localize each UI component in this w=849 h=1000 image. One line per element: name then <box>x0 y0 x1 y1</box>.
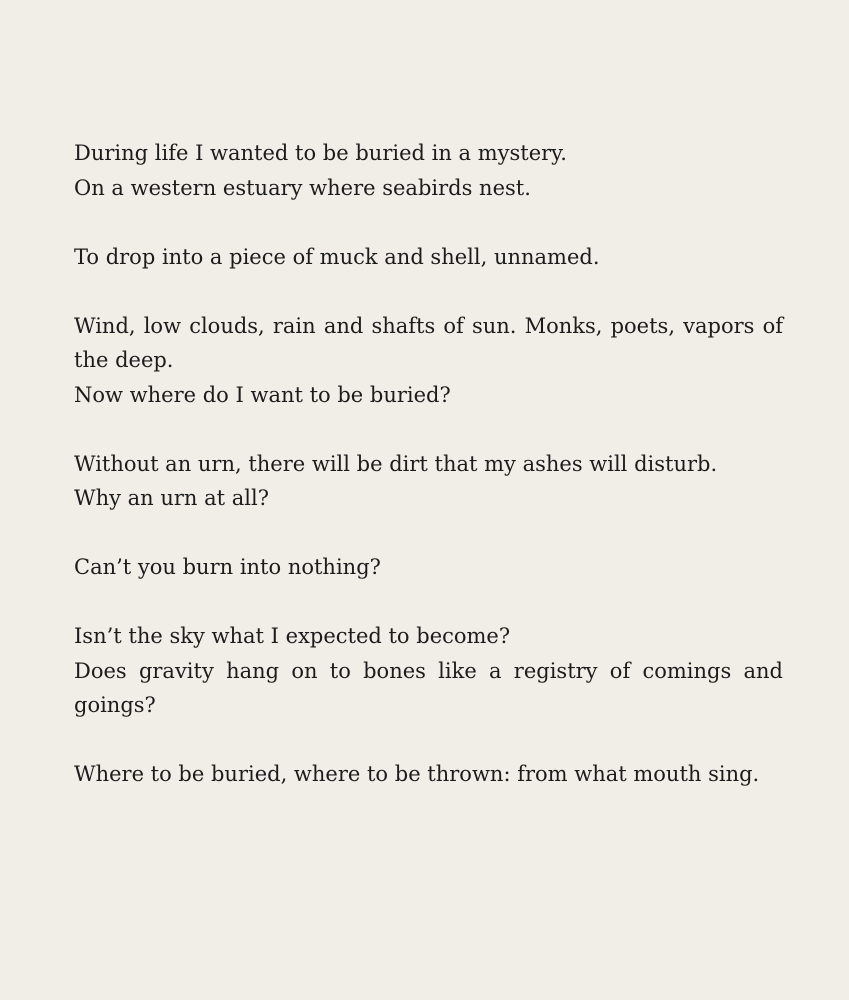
stanza-2 <box>74 240 783 275</box>
stanza-3 <box>74 309 783 413</box>
stanza-4 <box>74 447 783 516</box>
stanza-1 <box>74 136 783 205</box>
poem-line: On a western estuary where seabirds nest. <box>74 175 531 200</box>
poem-line: Does gravity hang on to bones like a registry of comings and goings? <box>74 658 783 717</box>
poem-line: Why an urn at all? <box>74 486 269 510</box>
poem-line: Now where do I want to be buried? <box>74 382 451 407</box>
stanza-5 <box>74 550 783 585</box>
poem-line: Can’t you burn into nothing? <box>74 555 381 579</box>
poem-line: Where to be buried, where to be thrown: from what mouth sing. <box>74 762 760 786</box>
poem-line: During life I wanted to be buried in a mystery. <box>74 141 567 165</box>
stanza-7 <box>74 757 783 792</box>
poem-line: Isn’t the sky what I expected to become? <box>74 624 511 648</box>
poem-line: To drop into a piece of muck and shell, unnamed. <box>74 244 600 269</box>
poem-line: Wind, low clouds, rain and shafts of sun. Monks, poets, vapors of the deep. <box>74 313 783 372</box>
stanza-6 <box>74 619 783 723</box>
poem-line: Without an urn, there will be dirt that my ashes will disturb. <box>74 451 718 476</box>
